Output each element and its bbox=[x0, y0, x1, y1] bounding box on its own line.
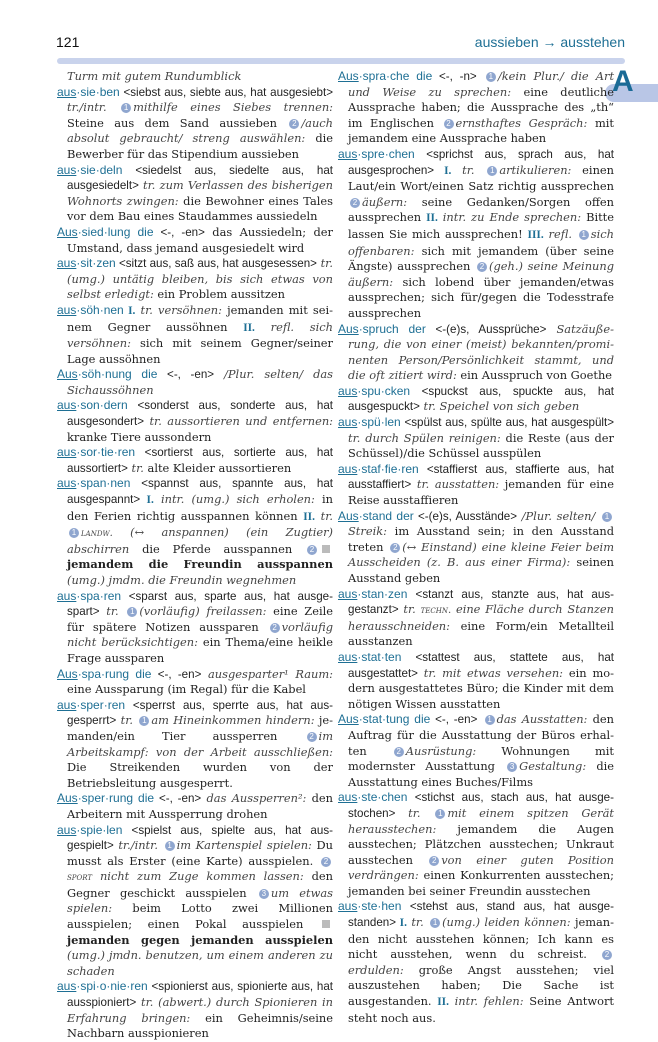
headword-prefix: Aus bbox=[57, 367, 78, 382]
sense-number-badge: 2 bbox=[289, 119, 299, 129]
example-text: Wohnungen mit modernster Ausstattung bbox=[348, 743, 614, 774]
headword-rest: ·son·dern bbox=[76, 398, 128, 413]
definition: (geh.) seine Meinung äußern: bbox=[348, 259, 614, 289]
definition: Satzäußerung, die von einer (meist) bekannten/prominenten Person/Persönlichkeit stammt, und die oft zitiert wird: bbox=[348, 321, 614, 383]
grammar-info: <spuckst aus, spuckte aus, hat ausgespuckt> bbox=[348, 384, 614, 414]
example-text: das Aussiedeln; der Umstand, dass jemand ausgesiedelt wird bbox=[67, 224, 333, 255]
definition: im Arbeitskampf: von der Arbeit ausschließen: bbox=[67, 728, 333, 759]
headword bbox=[57, 791, 154, 805]
sense-number-badge: 1 bbox=[602, 512, 612, 522]
dictionary-entry bbox=[338, 147, 614, 322]
sense-number-badge: 1 bbox=[69, 528, 79, 538]
headword-rest: ·ste·chen bbox=[357, 790, 408, 805]
subject-label: landw. bbox=[81, 528, 113, 540]
sense-number-badge: 2 bbox=[444, 119, 454, 129]
dictionary-entry bbox=[57, 367, 333, 398]
headword-rest: ·spruch der bbox=[358, 321, 426, 336]
headword-rest: ·spra·che die bbox=[358, 69, 433, 83]
sense-number-badge: 1 bbox=[165, 841, 175, 851]
grammar-info: <-(e)s, Ausstände> bbox=[413, 509, 518, 523]
sense-roman-numeral: II. bbox=[426, 212, 438, 225]
headword bbox=[338, 147, 415, 161]
headword-rest: ·sie·deln bbox=[76, 162, 123, 177]
example-text: jemanden für eine Reise ausstaffieren bbox=[348, 477, 615, 508]
definition: tr. ausstatten: bbox=[411, 477, 500, 492]
sense-number-badge: 2 bbox=[394, 747, 404, 757]
headword-rest: ·spie·len bbox=[76, 822, 123, 837]
definition: tr. versöhnen: bbox=[135, 302, 222, 317]
headword-rest: ·sper·rung die bbox=[77, 791, 155, 806]
definition: sich offenbaren: bbox=[348, 226, 614, 258]
headword-prefix: aus bbox=[338, 790, 358, 805]
definition: Gestaltung: bbox=[519, 759, 587, 774]
dictionary-entry bbox=[57, 85, 333, 163]
sense-number-badge: 1 bbox=[121, 103, 131, 113]
definition: /auch absolut gebraucht/ streng auswählen: bbox=[67, 115, 333, 146]
example-text: jemanden nicht ausstehen können; Ich kann es nicht ausstehen, wenn du schreist. bbox=[348, 915, 615, 962]
definition: /Plur. selten/ bbox=[517, 508, 600, 523]
example-text: die Ausstattung eines Buches/Films bbox=[348, 759, 614, 789]
grammar-info: <-, -en> bbox=[153, 225, 205, 239]
headword bbox=[57, 667, 151, 681]
definition: tr. Speichel von sich geben bbox=[419, 399, 580, 414]
dictionary-entry bbox=[57, 823, 333, 980]
headword bbox=[338, 322, 426, 336]
definition: tr. bbox=[406, 915, 429, 930]
definition: Streik: bbox=[348, 524, 387, 539]
headword bbox=[57, 256, 116, 270]
headword-rest: ·sper·ren bbox=[76, 697, 126, 712]
sense-number-badge: 2 bbox=[390, 543, 400, 553]
example-text: mit jemandem eine Aussprache haben bbox=[348, 115, 614, 146]
headword bbox=[57, 979, 148, 993]
headword-prefix: aus bbox=[338, 586, 358, 601]
headword-rest: ·stand der bbox=[358, 508, 414, 523]
sense-number-badge: 2 bbox=[307, 732, 317, 742]
sense-roman-numeral: II. bbox=[243, 321, 255, 334]
grammar-info: <sitzt aus, saß aus, hat ausgesessen> bbox=[115, 257, 317, 271]
definition: /kein Plur./ die Art und Weise zu sprechen: bbox=[348, 69, 615, 99]
sense-roman-numeral: I. bbox=[396, 917, 407, 930]
headword-prefix: aus bbox=[338, 146, 358, 161]
dictionary-entry bbox=[57, 589, 333, 667]
definition: tr. durch Spülen reinigen: bbox=[348, 430, 501, 445]
definition: nicht zum Zuge kommen lassen: bbox=[92, 869, 304, 884]
grammar-info: <-(e)s, Aussprüche> bbox=[425, 322, 547, 336]
sense-number-badge: 1 bbox=[430, 918, 440, 928]
headword-rest: ·sied·lung die bbox=[77, 224, 154, 239]
grammar-info: <-, -en> bbox=[430, 713, 478, 727]
headword bbox=[57, 823, 122, 837]
headword-rest: ·ste·hen bbox=[357, 899, 402, 914]
definition: artikulieren: bbox=[499, 162, 572, 177]
example-text: Du musst als Erster (eine Karte) ausspielen. bbox=[67, 838, 333, 868]
dictionary-entry bbox=[338, 899, 614, 1026]
headword-rest: ·sit·zen bbox=[76, 256, 116, 271]
dictionary-entry bbox=[57, 163, 333, 225]
definition: (↔ Einstand) eine kleine Feier beim Ausscheiden (z. B. aus einer Firma): bbox=[348, 539, 614, 570]
example-text: sich lobend über jemanden/etwas aussprechen; sich für/gegen die Todesstrafe aussprechen bbox=[348, 274, 614, 320]
example-text: ein Thema/eine heikle Frage aussparen bbox=[67, 635, 334, 665]
subject-label: sport bbox=[67, 872, 93, 884]
page-number: 121 bbox=[56, 34, 80, 50]
headword-rest: ·söh·nen bbox=[76, 302, 124, 317]
headword-prefix: aus bbox=[57, 476, 77, 491]
example-text: seine Gedanken/Sorgen offen aussprechen bbox=[348, 194, 614, 225]
example-text: Die Streikenden wurden von der Betriebsleitung ausgesperrt. bbox=[67, 760, 333, 790]
sense-roman-numeral: III. bbox=[527, 228, 544, 241]
dictionary-entry bbox=[338, 650, 614, 712]
example-text: Seine Antwort steht noch aus. bbox=[348, 994, 614, 1025]
grammar-info: <stehst aus, stand aus, hat ausgestanden> bbox=[348, 900, 614, 930]
example-text: große Angst ausstehen; viel auszustehen haben; Die Sache ist ausgestanden. bbox=[348, 962, 614, 1009]
example-text: jemanden mit seinem Gegner aussöhnen bbox=[67, 302, 333, 334]
example-text: eine Form/ein Metallteil ausstanzen bbox=[348, 618, 614, 649]
definition: tr. bbox=[127, 460, 144, 475]
headword bbox=[57, 589, 121, 603]
example-text: jemanden/ein Tier aussperren bbox=[67, 713, 333, 743]
headword bbox=[338, 790, 407, 804]
grammar-info: <spielst aus, spielte aus, hat ausgespielt> bbox=[67, 823, 333, 853]
sense-number-badge: 1 bbox=[485, 715, 495, 725]
sense-number-badge: 1 bbox=[487, 166, 497, 176]
definition: refl. sich versöhnen: bbox=[67, 319, 333, 351]
dictionary-entry bbox=[57, 445, 333, 476]
dictionary-entry bbox=[57, 476, 333, 588]
sense-number-badge: 1 bbox=[435, 809, 445, 819]
thumb-tab-letter: A bbox=[612, 65, 634, 98]
grammar-info: <spionierst aus, spionierte aus, hat ausspioniert> bbox=[67, 980, 333, 1010]
example-text: sich mit seinem Gegner/seiner Lage aussöhnen bbox=[67, 336, 333, 366]
example-text: Bitte lassen Sie mich aussprechen! bbox=[348, 210, 614, 241]
example-text: Steine aus dem Sand aussieben bbox=[67, 115, 288, 130]
dictionary-entry bbox=[57, 398, 333, 445]
headword-rest: ·sor·tie·ren bbox=[76, 445, 136, 460]
headword bbox=[57, 163, 122, 177]
definition: tr. bbox=[398, 602, 421, 617]
headword-prefix: aus bbox=[338, 415, 358, 430]
definition: tr. (abwert.) durch Spionieren in Erfahrung bringen: bbox=[67, 995, 333, 1025]
sense-number-badge: 2 bbox=[270, 623, 280, 633]
dictionary-entry bbox=[338, 509, 614, 587]
grammar-info: <-, -en> bbox=[151, 667, 202, 681]
definition: tr. aussortieren und entfernen: bbox=[144, 414, 333, 429]
headword-rest: ·stat·tung die bbox=[358, 712, 431, 727]
example-text: ein modern ausgestattetes Büro; die Kinder mit dem nötigen Wissen ausstatten bbox=[348, 665, 615, 711]
definition: refl. bbox=[543, 226, 577, 241]
example-text: die Bewerber für das Stipendium aussieben bbox=[67, 131, 334, 161]
definition: (umg.) jmdn. benutzen, um einem anderen zu schaden bbox=[67, 948, 333, 978]
example-text: alte Kleider aussortieren bbox=[143, 460, 292, 475]
subject-label: techn. bbox=[420, 605, 452, 617]
headword bbox=[338, 587, 407, 601]
idiom-marker-icon bbox=[322, 920, 330, 928]
headword-prefix: aus bbox=[57, 256, 77, 271]
sense-number-badge: 1 bbox=[579, 230, 589, 240]
headword bbox=[338, 384, 410, 398]
definition: tr. bbox=[314, 508, 334, 523]
dictionary-entry bbox=[338, 462, 614, 509]
headword-prefix: aus bbox=[57, 588, 77, 603]
headword bbox=[338, 462, 419, 476]
sense-number-badge: 3 bbox=[259, 889, 269, 899]
headword bbox=[57, 85, 120, 99]
example-text: ein Problem aussitzen bbox=[153, 287, 285, 302]
grammar-info: <-, -n> bbox=[432, 70, 477, 83]
definition: tr. bbox=[395, 805, 434, 820]
grammar-info: <siedelst aus, siedelte aus, hat ausgesiedelt> bbox=[67, 163, 333, 193]
headword bbox=[338, 712, 430, 726]
sense-roman-numeral: I. bbox=[434, 164, 452, 177]
headword-prefix: aus bbox=[57, 979, 77, 994]
example-text: die Reste (aus der Schüssel)/die Schüssel ausspülen bbox=[348, 430, 614, 461]
idiom: jemanden gegen jemanden ausspielen bbox=[67, 932, 333, 947]
definition: eine Fläche durch Stanzen herausschneiden: bbox=[348, 602, 614, 633]
definition: intr. fehlen: bbox=[448, 994, 524, 1009]
headword-prefix: Aus bbox=[57, 224, 78, 239]
headword-rest: ·stat·ten bbox=[357, 649, 402, 664]
headword bbox=[57, 445, 135, 459]
example-text bbox=[477, 69, 484, 83]
dictionary-entry bbox=[57, 791, 333, 822]
dictionary-entry bbox=[57, 225, 333, 256]
headword bbox=[338, 415, 401, 429]
definition: tr. (umg.) untätig bleiben, bis sich etwas von selbst erledigt: bbox=[67, 256, 333, 302]
dictionary-entry bbox=[57, 979, 333, 1041]
headword-rest: ·spre·chen bbox=[357, 146, 415, 161]
headword-prefix: Aus bbox=[338, 69, 359, 83]
headword-prefix: aus bbox=[57, 445, 77, 460]
headword-rest: ·sie·ben bbox=[76, 84, 120, 99]
right-column bbox=[338, 69, 614, 1026]
right-entries bbox=[338, 69, 614, 1026]
headword-prefix: Aus bbox=[338, 321, 359, 336]
sense-number-badge: 2 bbox=[429, 856, 439, 866]
headword-prefix: Aus bbox=[57, 666, 78, 681]
definition: mit einem spitzen Gerät herausstechen: bbox=[348, 805, 614, 836]
headword-prefix: aus bbox=[57, 822, 77, 837]
headword-prefix: aus bbox=[338, 649, 358, 664]
example-text: den Arbeitern mit Aussperrung drohen bbox=[67, 791, 334, 821]
definition: mithilfe eines Siebes trennen: bbox=[133, 100, 333, 115]
headword bbox=[57, 698, 125, 712]
grammar-info: <spülst aus, spülte aus, hat ausgespült> bbox=[400, 416, 614, 430]
grammar-info: <siebst aus, siebte aus, hat ausgesiebt> bbox=[119, 85, 333, 99]
sense-number-badge: 1 bbox=[486, 72, 496, 82]
example-text: in den Ferien richtig ausspannen können bbox=[67, 492, 333, 523]
example-text: im Ausstand sein; in den Ausstand treten bbox=[348, 524, 614, 554]
left-entries bbox=[57, 85, 333, 1042]
example-text: einen Konkurrenten ausstechen; jemanden bei seiner Freundin ausstechen bbox=[348, 868, 614, 898]
example-text: kranke Tiere aussondern bbox=[67, 429, 212, 444]
sense-number-badge: 1 bbox=[139, 716, 149, 726]
definition: (vorläufig) freilassen: bbox=[139, 604, 267, 619]
definition: tr./intr. bbox=[67, 100, 120, 115]
headword bbox=[338, 650, 401, 664]
headword-prefix: Aus bbox=[338, 712, 359, 727]
dictionary-entry bbox=[57, 667, 333, 698]
definition: /Plur. selten/ das Sichaussöhnen bbox=[67, 367, 333, 397]
grammar-info: <staffierst aus, staffierte aus, hat ausstaffiert> bbox=[348, 462, 614, 492]
definition: um etwas spielen: bbox=[67, 885, 333, 916]
headword-rest: ·spi·o·nie·ren bbox=[76, 979, 148, 994]
headword-prefix: aus bbox=[57, 398, 77, 413]
sense-roman-numeral: I. bbox=[123, 304, 136, 317]
definition: im Kartenspiel spielen: bbox=[176, 838, 312, 853]
definition: von einer guten Position verdrängen: bbox=[348, 852, 614, 883]
headword bbox=[57, 303, 124, 317]
dictionary-entry bbox=[338, 790, 614, 899]
definition: intr. (umg.) sich erholen: bbox=[153, 492, 315, 507]
example-text: die Bewohner eines Tales vor dem Bau eines Staudammes aussiedeln bbox=[67, 193, 333, 224]
example-text: den Auftrag für die Ausstattung der Büros erhalten bbox=[348, 712, 614, 758]
sense-number-badge: 2 bbox=[602, 950, 612, 960]
headword-rest: ·spü·len bbox=[357, 415, 401, 430]
dictionary-entry bbox=[57, 698, 333, 792]
grammar-info: <sprichst aus, sprach aus, hat ausgesprochen> bbox=[348, 147, 614, 177]
sense-roman-numeral: II. bbox=[437, 996, 449, 1009]
grammar-info: <sperrst aus, sperrte aus, hat ausgesperrt> bbox=[67, 698, 333, 728]
continuation-text: Turm mit gutem Rundumblick bbox=[67, 69, 242, 83]
headword bbox=[338, 69, 432, 83]
definition: äußern: bbox=[362, 194, 408, 209]
dictionary-entry bbox=[57, 303, 333, 367]
headword-prefix: aus bbox=[57, 697, 77, 712]
definition: tr. mit etwas versehen: bbox=[417, 665, 564, 680]
definition: tr. zum Verlassen des bisherigen Wohnorts zwingen: bbox=[67, 178, 333, 208]
example-text: einen Laut/ein Wort/einen Satz richtig aussprechen bbox=[348, 162, 614, 194]
sense-number-badge: 2 bbox=[321, 857, 331, 867]
definition: Ausrüstung: bbox=[405, 743, 477, 758]
dictionary-entry bbox=[338, 415, 614, 462]
dictionary-entry bbox=[338, 322, 614, 384]
headword-prefix: aus bbox=[338, 461, 358, 476]
definition: intr. zu Ende sprechen: bbox=[437, 210, 582, 225]
headword bbox=[338, 509, 414, 523]
headword bbox=[57, 367, 157, 381]
headword bbox=[57, 398, 128, 412]
definition: ausgesparter¹ Raum: bbox=[201, 666, 333, 681]
idiom: jemandem die Freundin ausspannen bbox=[67, 557, 333, 572]
definition: vorläufig nicht berücksichtigen: bbox=[67, 619, 333, 650]
headword-rest: ·spa·ren bbox=[76, 588, 122, 603]
headword-rest: ·stan·zen bbox=[357, 586, 408, 601]
headword-rest: ·söh·nung die bbox=[77, 367, 158, 382]
headword-prefix: aus bbox=[57, 162, 77, 177]
dictionary-entry bbox=[57, 256, 333, 303]
definition: (umg.) jmdm. die Freundin wegnehmen bbox=[67, 573, 297, 587]
example-text: jemandem die Augen ausstechen; Plätzchen ausstechen; Unkraut ausstechen bbox=[348, 821, 614, 867]
running-head: aussieben → ausstehen bbox=[474, 34, 625, 50]
headword-prefix: Aus bbox=[338, 508, 359, 523]
example-text: eine deutliche Aussprache haben; die Aussprache des „th“ im Englischen bbox=[348, 84, 614, 130]
example-text: ein Ausspruch von Goethe bbox=[456, 368, 613, 383]
dictionary-entry bbox=[338, 384, 614, 415]
example-text: die Pferde ausspannen bbox=[129, 541, 305, 556]
grammar-info: <spannst aus, spannte aus, hat ausgespannt> bbox=[67, 477, 333, 507]
headword-rest: ·spa·rung die bbox=[77, 666, 152, 681]
definition: (↔ anspannen) (ein Zugtier) abschirren bbox=[67, 525, 333, 556]
example-text: eine Aussparung (im Regal) für die Kabel bbox=[67, 682, 306, 697]
definition: am Hineinkommen hindern: bbox=[151, 713, 315, 728]
definition: tr./intr. bbox=[113, 838, 163, 853]
headword-rest: ·span·nen bbox=[76, 476, 131, 491]
grammar-info: <stichst aus, stach aus, hat ausgestochen> bbox=[348, 791, 614, 820]
headword-prefix: aus bbox=[338, 899, 358, 914]
headword bbox=[338, 899, 401, 913]
definition: das Aussperren²: bbox=[201, 791, 307, 806]
headword bbox=[57, 476, 130, 490]
definition: tr. bbox=[451, 162, 486, 177]
header-rule bbox=[57, 58, 625, 64]
sense-roman-numeral: I. bbox=[140, 494, 154, 507]
grammar-info: <sortierst aus, sortierte aus, hat aussortiert> bbox=[67, 446, 333, 475]
headword-prefix: Aus bbox=[57, 791, 78, 806]
left-column bbox=[57, 69, 333, 1042]
grammar-info: <stanzt aus, stanzte aus, hat ausgestanzt> bbox=[348, 587, 614, 617]
definition: tr. bbox=[116, 713, 138, 728]
grammar-info: <-, -en> bbox=[157, 368, 215, 382]
dictionary-entry bbox=[338, 587, 614, 650]
headword-prefix: aus bbox=[57, 302, 77, 317]
example-text: eine Zeile für spätere Notizen aussparen bbox=[67, 604, 333, 634]
example-text bbox=[477, 712, 482, 726]
example-text: den Gegner geschickt ausspielen bbox=[67, 869, 333, 900]
headword-rest: ·staf·fie·ren bbox=[357, 461, 419, 476]
definition: ernsthaftes Gespräch: bbox=[455, 115, 588, 130]
grammar-info: <sparst aus, sparte aus, hat ausgespart> bbox=[67, 589, 333, 619]
example-text: beim Lotto zwei Millionen ausspielen; einen Pokal ausspielen bbox=[67, 901, 333, 932]
grammar-info: <-, -en> bbox=[154, 792, 202, 806]
example-text: seinen Ausstand geben bbox=[348, 555, 614, 585]
headword-prefix: aus bbox=[57, 84, 77, 99]
grammar-info: <stattest aus, stattete aus, hat ausgestattet> bbox=[348, 650, 614, 680]
sense-roman-numeral: II. bbox=[303, 510, 315, 523]
dictionary-entry bbox=[338, 712, 614, 790]
example-text: sich mit jemandem (über seine Ängste) aussprechen bbox=[348, 243, 614, 274]
grammar-info: <sonderst aus, sonderte aus, hat ausgesondert> bbox=[67, 399, 333, 429]
definition: tr. bbox=[99, 604, 126, 619]
example-text: ein Geheimnis/seine Nachbarn ausspionieren bbox=[67, 1010, 333, 1041]
sense-number-badge: 2 bbox=[307, 545, 317, 555]
definition: (umg.) leiden können: bbox=[442, 915, 571, 930]
definition: erdulden: bbox=[348, 962, 404, 977]
dictionary-entry bbox=[338, 69, 614, 147]
sense-number-badge: 1 bbox=[127, 607, 137, 617]
sense-number-badge: 2 bbox=[477, 262, 487, 272]
sense-number-badge: 2 bbox=[350, 198, 360, 208]
idiom-marker-icon bbox=[322, 545, 330, 553]
headword-prefix: aus bbox=[338, 383, 358, 398]
sense-number-badge: 3 bbox=[507, 762, 517, 772]
definition: das Ausstatten: bbox=[496, 712, 588, 727]
headword-rest: ·spu·cken bbox=[357, 383, 411, 398]
headword bbox=[57, 225, 154, 239]
